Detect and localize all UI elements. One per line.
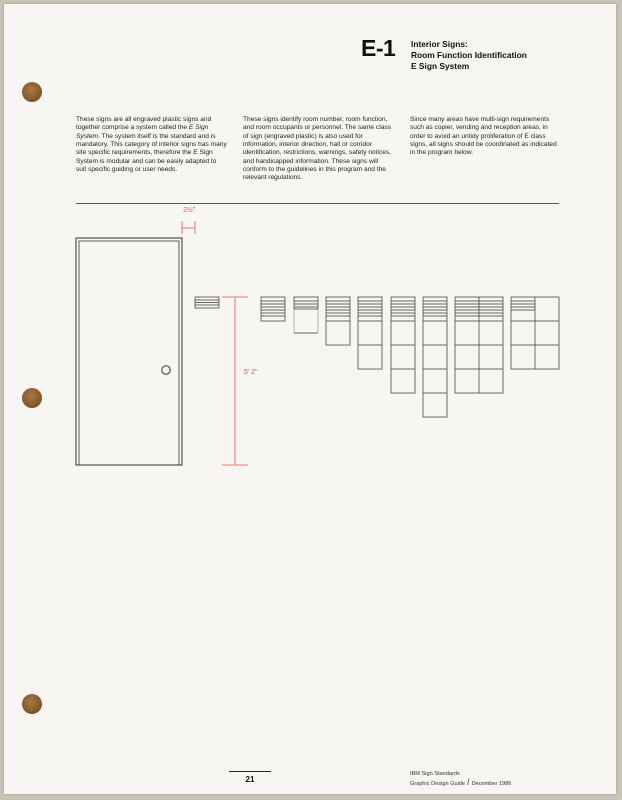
title-line-2: Room Function Identification (411, 50, 527, 60)
door-knob (162, 366, 170, 374)
height-dimension-label: 5' 2" (244, 369, 258, 376)
sign-configuration-5 (358, 297, 382, 369)
footer-credits (410, 770, 511, 788)
title-line-3: E Sign System (411, 61, 470, 71)
sign-configuration-6 (391, 297, 415, 393)
sign-configuration-4 (326, 297, 350, 345)
sign-configuration-2 (261, 297, 285, 321)
footer-date: December 1986 (471, 781, 512, 787)
column-1-emphasis: E Sign System (76, 124, 209, 140)
sign-configuration-7 (423, 297, 447, 417)
title-line-1: Interior Signs: (411, 39, 468, 49)
column-1-text-b: . The system itself is the standard and is mandatory. This category of interior signs has many site specific requirements, therefore the E Sign System is modular and can be easily adapted to suit specific guiding or user needs. (76, 132, 227, 174)
page-number: 21 (245, 775, 255, 784)
column-1-text-a: These signs are all engraved plastic signs and together comprise a system called the (76, 116, 212, 132)
offset-dimension-label: 2½" (183, 207, 196, 214)
page-number-rule (229, 771, 271, 772)
footer-line-2 (410, 778, 511, 788)
section-code: E-1 (361, 35, 396, 61)
footer-line-1: IBM Sign Standards (410, 771, 460, 777)
footer-guide-name: Graphic Design Guide (410, 781, 466, 787)
door-leaf (79, 241, 179, 465)
footer-slash: / (467, 777, 470, 787)
sign-configuration-3 (294, 297, 318, 333)
door-elevation (76, 238, 182, 465)
sign-configuration-8 (455, 297, 503, 393)
sign-configuration-1 (195, 297, 219, 308)
column-2-paragraph: These signs identify room number, room function, and room occupants or personnel. The same class of sign (engraved plastic) is also used for information, interior direction, hall or corridor identification, restrictions, warnings, safety notices, and handicapped information. These signs will conform to the guidelines in this program and the relevant regulations. (243, 116, 392, 182)
offset-dimension (182, 221, 195, 234)
sign-configuration-9 (511, 297, 559, 369)
height-dimension (222, 297, 248, 465)
door-frame (76, 238, 182, 465)
column-3-paragraph: Since many areas have multi-sign requirements such as copier, vending and reception areas, in order to avoid an untidy proliferation of E class signs, all signs should be coordinated as indicated in the program below. (410, 116, 557, 157)
